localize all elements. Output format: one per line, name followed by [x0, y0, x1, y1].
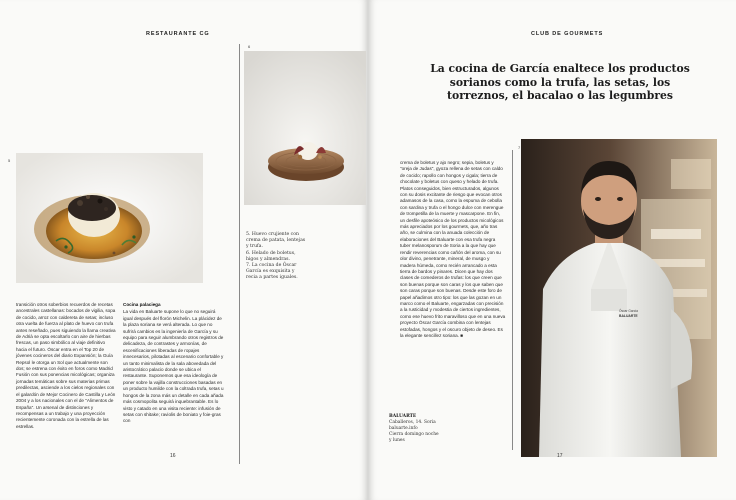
- caption-line: recia a partes iguales.: [246, 275, 298, 281]
- caption-line: higos y almendras.: [246, 256, 290, 262]
- left-page: [0, 0, 367, 500]
- restaurant-hours: Cierra domingo noche: [389, 432, 439, 437]
- photo-number: 5: [8, 158, 11, 163]
- column-divider: [512, 150, 513, 450]
- restaurant-name: BALUARTE: [389, 414, 417, 419]
- section-subheading: Cocina palaciega: [123, 302, 161, 307]
- caption-line: 5. Huevo crujiente con: [246, 232, 299, 237]
- page-number: 17: [557, 453, 563, 459]
- restaurant-website: baluarte.info: [389, 426, 418, 431]
- article-text-body: crema de boletus y ajo negro; sepia, boletus y "oreja de Judas", gyoza rellena de setas con caldo de cocido; rapollo con hongos y cigala; tierra de chocolate y boletus con queso y helado de trufa. Platos conseguidos, bien estructurados, algunos con su dosis excitante de riesgo que evocan otros adamasos de la casa, como la espuma de cebolla con sardina y trufa o el hongo dulce con merengue de trompetilla de la muerte y mascarpone. En fin, un desfile apoteósico de los productos micológicos más apreciados por los gourmets, que, año tras año, se culmina con la anuada colección de elaboraciones del Baluarte con esa trufa negra tuber melanosporum de Soria a la que hay que rendir reverencias como cañón del aroma, con su olor divino, penetrante, mineral, de musgo y madera húmeda, como recién arrancado a esta tierra de bardos y pinares. Dicen que hay dos clases de comederos de trufas: los que creen que son buenas porque son caras y los que saben que son caras porque son buenas. Desde este foro de papel añadimos otro tipo: los que las gozan en un marco como el Baluarte, engarzadas con precisión a la rusticidad y modestia de ciertos ingredientes, como ese huevo frito maravilloso que en una nueva proyecto Óscar García combina con lentejas estofadas, hongos y el oscuro objeto de deseo. Es la elegante sencillez soriana.: [400, 160, 506, 338]
- egg-dish-photo: [16, 153, 203, 283]
- article-text: [400, 160, 506, 339]
- running-head: CLUB DE GOURMETS: [531, 31, 604, 37]
- chef-portrait-photo: [521, 139, 717, 457]
- article-text: La vida en Baluarte supone lo que no seguirá igual después del florón Michelin. La plácidez de la plaza soriana se verá alterada. Lo que no sufrirá cambios es la ingeniería de García y su equipo para seguir alumbrando otros registros de delicadeza, de contrastes y armonías, de escenificaciones liberadas de ropajes innecesarios, pilotadas al escenario confortable y un tanto minimalista de la sala abovedada del aristocrático palacio donde se ubica el restaurante. Suponemos que esa ideología de poner sobre la vajilla construcciones basadas en un producto humilde con la coltrada trufa, setas u hongos de la zona más un detalle en cada añada más cosmopolita seguirá inquebrantable. Es lo visto y catado en una visita reciente: infusión de setas con shitake; raviolis de boniato y foie-gras con: [123, 309, 224, 424]
- photo-number: 7: [518, 145, 521, 150]
- page-number: 16: [170, 453, 176, 459]
- restaurant-hours: y lunes: [389, 438, 405, 443]
- caption-line: 6. Helado de boletus,: [246, 250, 296, 256]
- right-page: [369, 0, 736, 500]
- article-column-1: [16, 302, 116, 430]
- caption-line: García es exquisita y: [246, 269, 295, 275]
- jacket-brand-text: BALUARTE: [619, 314, 638, 318]
- column-divider: [239, 44, 240, 464]
- article-headline: La cocina de García enaltece los productos sorianos como la trufa, las setas, los torreznos, el bacalao o las legumbres: [430, 62, 690, 103]
- restaurant-address: Caballeros, 14. Soria: [389, 420, 436, 425]
- restaurant-info: [389, 414, 489, 444]
- dessert-photo: [244, 51, 366, 205]
- caption-line: 7. La cocina de Óscar: [246, 263, 297, 269]
- article-text: transición otros soberbios recuerdos de recetas ancestrales castellanas: bocados de vigilia, sopa de cocido, arroz con caldereta de setas; incluso otra vuelta de fuerza al plato de huevo con trufa antes reseñado, pues siguiendo la llama creativa de Adrià se opta escoltarlo con aire de hierbas frescas, un paso simbólico al viaje definitivo hacia el futuro. Óscar entra en el Top 20 de jóvenes cocineros del diario Expansión; la Guía Repsol le otorga un Sol que actualmente son dos; se estrena con éxito en foros como Madrid Fusión con sus ponencias micológicas; organiza jornadas temáticas sobre sus materias primas predilectas, asciende a los cielos regionales con el galardón de Mejor Cocinero de Castilla y León 2004 y a los nacionales con el de "Alimentos de España". Un arsenal de distinciones y recompensas a un trabajo y una proyección recientemente coronada con la estrella de las estrellas.: [16, 302, 116, 429]
- jacket-name-text: Óscar García: [619, 309, 638, 313]
- article-column-2: [123, 302, 224, 425]
- photo-caption: [246, 232, 356, 282]
- article-column-3: [400, 160, 506, 339]
- end-mark: ■: [460, 332, 464, 338]
- running-head: RESTAURANTE CG: [146, 31, 210, 37]
- photo-number: 6: [248, 44, 251, 49]
- caption-line: y trufa.: [246, 244, 263, 250]
- caption-line: crema de patata, lentejas: [246, 238, 306, 244]
